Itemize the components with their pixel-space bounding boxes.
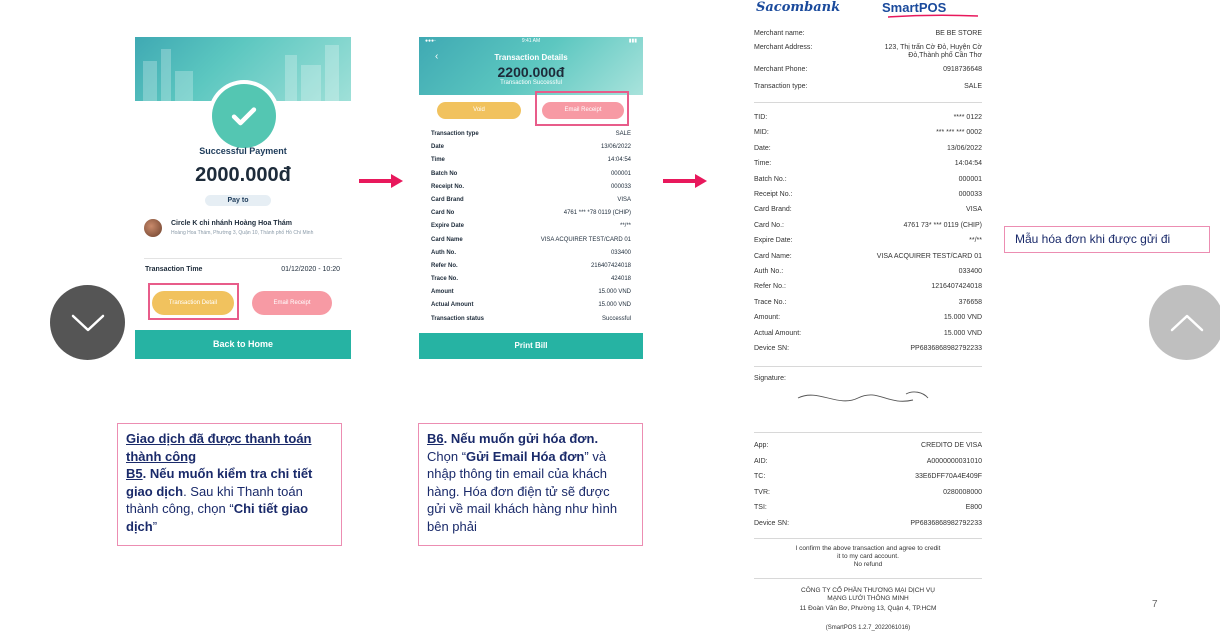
confirm-text-3: No refund [853, 561, 883, 568]
receipt-detail-line-label: Date: [754, 144, 771, 152]
detail-value: SALE [615, 131, 631, 137]
detail-key: Expire Date [431, 223, 465, 230]
receipt-merchant-line-label: Merchant name: [754, 30, 805, 37]
detail-key: Batch No [431, 170, 458, 177]
receipt-detail-line-value: 15.000 VND [943, 329, 982, 337]
step5-heading-2: thành công [126, 448, 197, 464]
receipt-divider [754, 578, 982, 579]
receipt-detail-line [754, 330, 982, 337]
detail-key: Trace No. [431, 276, 459, 283]
detail-key: Transaction status [431, 315, 485, 322]
receipt-detail-line-label: Card Brand: [754, 206, 792, 214]
arrow-right-icon [357, 172, 405, 190]
detail-value: 15.000 VND [598, 289, 631, 296]
detail-value: 000001 [610, 170, 631, 177]
receipt-merchant-line [754, 30, 982, 37]
step5-text-5: Chi tiết giao [233, 501, 309, 516]
detail-value: **/** [619, 223, 631, 230]
receipt-merchant-line [754, 66, 982, 73]
transaction-details-screen: ●●●◦ 9:41 AM ▮▮▮ ‹ Transaction Details 2200.000đ Transaction Successful Void Email Receipt Transaction type SALE Date 13/06/2022 Time 14:04:54 Batch No 000001 Receipt No. 000033 Card Brand VISA Card No 4761 *** *78 0119 (CHIP) Expire Date **/** Card Name VISA ACQUIRER TEST/CARD 01 Auth No. 033400 Refer No. 216407424018 Trace No. 424018 Amount 15.000 VND Actual Amount 15.000 VND Transaction status Successful Print Bill [419, 37, 643, 359]
receipt-detail-line-value: 13/06/2022 [946, 144, 982, 152]
detail-row [431, 194, 631, 207]
detail-value: 13/06/2022 [600, 144, 631, 151]
detail-row [431, 141, 631, 154]
highlight-box [148, 283, 239, 320]
detail-row [431, 260, 631, 273]
success-title: Successful Payment [199, 146, 287, 156]
step6-text-5: nhập thông tin email của khách [427, 466, 607, 481]
receipt-detail-line-label: Actual Amount: [754, 329, 802, 337]
receipt-merchant-line-value: 123, Thị trấn Cờ Đỏ, Huyện Cờ Đỏ,Thành phố Cần Thơ [884, 44, 982, 59]
detail-row [431, 168, 631, 181]
detail-key: Actual Amount [431, 302, 474, 309]
receipt-emv-line-label: App: [754, 442, 769, 449]
arrow-right-icon [661, 172, 709, 190]
receipt-detail-line [754, 253, 982, 260]
detail-key: Card Name [431, 236, 463, 243]
receipt-detail-line-value: 1216407424018 [931, 283, 982, 291]
merchant-name: Circle K chi nhánh Hoàng Hoa Thám [171, 220, 292, 227]
step5-text-2: giao dịch [126, 483, 184, 499]
signature-label: Signature: [754, 375, 786, 382]
company-address: 11 Đoàn Văn Bơ, Phường 13, Quận 4, TP.HCM [799, 605, 937, 612]
smartpos-logo-pos: POS [918, 0, 947, 15]
logo-swoosh [888, 14, 978, 18]
step5-text-6: dịch [126, 518, 153, 534]
receipt-merchant-line-label: Merchant Address: [754, 44, 813, 51]
receipt-detail-line-label: MID: [754, 129, 769, 137]
receipt-detail-line-value: 4761 73* *** 0119 (CHIP) [903, 221, 982, 229]
receipt-detail-line-value: 376658 [958, 298, 982, 306]
receipt-detail-line-value: **** 0122 [953, 114, 982, 121]
step6-text-4: ” và [584, 448, 607, 464]
receipt-divider [754, 432, 982, 433]
status-time: 9:41 AM [521, 38, 541, 44]
company-name-1: CÔNG TY CỔ PHẦN THƯƠNG MẠI DỊCH VỤ [801, 587, 935, 594]
detail-value: 4761 *** *78 0119 (CHIP) [563, 210, 631, 217]
transaction-time-value: 01/12/2020 - 10:20 [281, 266, 340, 273]
print-bill-button[interactable]: Print Bill [419, 333, 643, 359]
receipt-caption: Mẫu hóa đơn khi được gửi đi [1004, 226, 1210, 253]
confirm-text-1: I confirm the above transaction and agree to credit [795, 545, 941, 552]
receipt-emv-line-value: 0280008000 [943, 488, 982, 496]
receipt-detail-line-value: **/** [969, 237, 982, 245]
screen-title: Transaction Details [494, 53, 568, 62]
receipt-detail-line [754, 145, 982, 152]
pay-to-label: Pay to [205, 195, 271, 206]
receipt-emv-line-value: E800 [965, 504, 982, 512]
receipt-detail-line-value: *** *** *** 0002 [936, 129, 982, 137]
step5-label: B5 [126, 466, 143, 481]
transaction-detail-button[interactable]: Transaction Detail [152, 291, 234, 315]
receipt-emv-line-label: TVR: [754, 488, 770, 496]
receipt-detail-line-value: 033400 [958, 268, 982, 275]
detail-value: 033400 [610, 249, 631, 256]
smartpos-logo [882, 0, 946, 15]
payment-success-screen [135, 37, 351, 359]
receipt-detail-line-value: VISA ACQUIRER TEST/CARD 01 [876, 252, 982, 260]
receipt-detail-line [754, 345, 982, 352]
receipt-emv-line-label: TSI: [754, 504, 767, 512]
receipt-emv-line-label: TC: [754, 473, 766, 481]
receipt-merchant-line-value: BE BE STORE [935, 30, 982, 37]
receipt-detail-line [754, 283, 982, 290]
receipt-divider [754, 102, 982, 103]
merchant-avatar [144, 219, 162, 237]
receipt-detail-line-label: Expire Date: [754, 237, 793, 245]
detail-key: Card Brand [431, 196, 464, 203]
divider [144, 258, 342, 259]
transaction-detail-list [431, 128, 631, 326]
receipt-detail-line-value: 000033 [958, 191, 982, 198]
merchant-address: Hoàng Hoa Thám, Phường 3, Quận 10, Thành phố Hồ Chí Minh [171, 230, 314, 236]
sacombank-logo: Sacombank [756, 0, 841, 15]
receipt-emv-line [754, 458, 982, 465]
receipt-detail-line-label: Trace No.: [754, 298, 787, 306]
signature-scribble [788, 384, 938, 414]
receipt-emv-line [754, 473, 982, 480]
receipt-emv-line [754, 489, 982, 496]
detail-row [431, 220, 631, 233]
void-button[interactable]: Void [437, 102, 521, 119]
step5-text-7: ” [152, 518, 158, 534]
receipt-merchant-line-label: Merchant Phone: [754, 66, 808, 73]
chevron-down-icon[interactable] [50, 285, 125, 360]
receipt-detail-line-label: Amount: [754, 314, 781, 322]
receipt-detail-line [754, 222, 982, 229]
smartpos-logo-smart: Smart [882, 0, 919, 15]
confirm-text-2: it to my card account. [837, 553, 899, 560]
step6-text-1: . Nếu muốn gửi hóa đơn. [443, 431, 599, 446]
receipt-detail-line-value: 000001 [958, 175, 982, 183]
detail-value: 14:04:54 [607, 157, 631, 164]
highlight-box [535, 91, 629, 126]
back-to-home-button[interactable]: Back to Home [135, 330, 351, 359]
detail-value: 216407424018 [590, 262, 631, 269]
receipt-detail-line-label: Refer No.: [754, 283, 786, 291]
step6-instructions [418, 423, 643, 546]
detail-value: 15.000 VND [598, 302, 631, 309]
receipt-divider [754, 538, 982, 539]
receipt-detail-line [754, 176, 982, 183]
receipt-detail-line [754, 268, 982, 275]
detail-key: Transaction type [431, 131, 479, 137]
receipt-detail-line-label: Card Name: [754, 252, 792, 260]
transaction-time-label: Transaction Time [145, 266, 203, 273]
detail-key: Date [431, 144, 445, 151]
detail-row [431, 207, 631, 220]
receipt-detail-line [754, 191, 982, 198]
detail-row [431, 247, 631, 260]
receipt-detail-line-value: PP6836868982792233 [910, 345, 982, 352]
step5-text-4: thành công, chọn “ [126, 501, 234, 516]
receipt-emv-line-label: AID: [754, 457, 768, 465]
detail-key: Amount [431, 289, 454, 296]
step5-text-1: . Nếu muốn kiểm tra chi tiết [142, 466, 313, 481]
receipt-emv-line-value: PP6836868982792233 [910, 520, 982, 527]
email-receipt-button[interactable]: Email Receipt [252, 291, 332, 315]
step5-heading-1: Giao dịch đã được thanh toán [126, 431, 312, 446]
receipt-detail-line [754, 160, 982, 167]
step5-instructions [117, 423, 342, 546]
page-number: 7 [1152, 599, 1158, 610]
payment-amount: 2000.000đ [195, 164, 291, 186]
step6-text-3: Gửi Email Hóa đơn [466, 448, 585, 464]
receipt-emv-line-label: Device SN: [754, 520, 790, 527]
receipt-detail-line-label: TID: [754, 114, 768, 121]
receipt-detail-line [754, 299, 982, 306]
receipt-emv-line [754, 504, 982, 511]
receipt-detail-line-value: 15.000 VND [943, 314, 982, 322]
back-arrow-icon[interactable]: ‹ [435, 51, 439, 62]
detail-row [431, 181, 631, 194]
receipt-detail-line-label: Device SN: [754, 345, 790, 352]
transaction-amount: 2200.000đ [497, 64, 565, 80]
receipt-detail-line-label: Receipt No.: [754, 191, 793, 198]
transaction-status-subtitle: Transaction Successful [500, 80, 562, 86]
receipt-detail-line [754, 206, 982, 213]
company-name-2: MẠNG LƯỚI THÔNG MINH [827, 595, 909, 602]
receipt-detail-line-label: Card No.: [754, 221, 784, 229]
step6-text-7: gửi về mail khách hàng như hình [427, 501, 618, 516]
step6-text-2: Chọn “ [427, 448, 467, 464]
receipt-detail-line-value: VISA [966, 206, 982, 214]
receipt-emv-line [754, 520, 982, 527]
detail-row [431, 286, 631, 299]
step6-text-6: hàng. Hóa đơn điện tử sẽ được [427, 483, 610, 499]
app-version: (SmartPOS 1.2.7_20220610​16) [825, 625, 911, 631]
receipt-detail-line [754, 129, 982, 136]
detail-value: VISA [617, 196, 631, 203]
detail-key: Card No [431, 210, 455, 217]
detail-value: 424018 [610, 276, 631, 283]
detail-key: Auth No. [431, 249, 456, 256]
detail-row [431, 313, 631, 326]
receipt-merchant-line [754, 83, 982, 90]
step6-label: B6 [427, 431, 444, 446]
receipt-detail-line-label: Auth No.: [754, 268, 784, 275]
receipt [748, 0, 986, 633]
check-icon [212, 84, 276, 148]
detail-value: Successful [601, 315, 631, 322]
receipt-merchant-line [754, 44, 982, 60]
receipt-emv-line-value: CREDITO DE VISA [921, 442, 982, 449]
receipt-detail-line [754, 114, 982, 121]
receipt-merchant-line-label: Transaction type: [754, 83, 808, 90]
step6-text-8: bên phải [427, 518, 477, 534]
receipt-detail-line-label: Batch No.: [754, 175, 787, 183]
detail-value: VISA ACQUIRER TEST/CARD 01 [540, 236, 631, 243]
detail-row [431, 234, 631, 247]
detail-row [431, 128, 631, 141]
detail-key: Receipt No. [431, 183, 465, 190]
detail-value: 000033 [610, 183, 631, 190]
detail-key: Refer No. [431, 262, 458, 269]
detail-row [431, 154, 631, 167]
receipt-detail-line [754, 314, 982, 321]
receipt-detail-line [754, 237, 982, 244]
receipt-emv-line [754, 442, 982, 449]
detail-key: Time [431, 157, 445, 164]
receipt-detail-line-value: 14:04:54 [954, 160, 982, 168]
receipt-emv-line-value: A0000000031010 [926, 457, 982, 465]
detail-row [431, 299, 631, 312]
chevron-up-icon[interactable] [1149, 285, 1220, 360]
detail-row [431, 273, 631, 286]
receipt-merchant-line-value: 0918736648 [943, 66, 982, 73]
receipt-detail-line-label: Time: [754, 160, 772, 168]
receipt-merchant-line-value: SALE [964, 83, 982, 90]
receipt-emv-line-value: 33E6DFF70A4E409F [915, 473, 982, 481]
email-receipt-button[interactable]: Email Receipt [542, 102, 624, 119]
receipt-divider [754, 366, 982, 367]
step5-text-3: . Sau khi Thanh toán [183, 483, 303, 499]
